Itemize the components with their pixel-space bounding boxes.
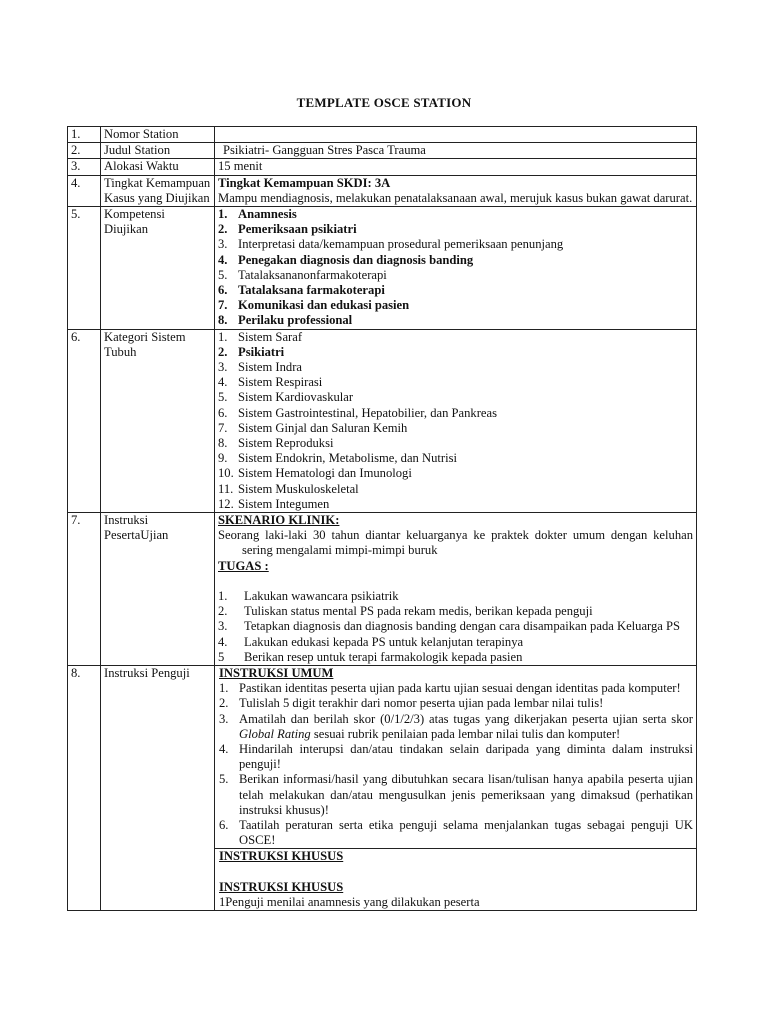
competency-item	[218, 222, 693, 237]
competency-item	[218, 298, 693, 313]
body-system-item	[218, 375, 693, 390]
osce-table	[67, 126, 697, 911]
tasks-heading: TUGAS :	[218, 558, 269, 573]
item-text: Sistem Saraf	[238, 329, 303, 344]
body-system-item	[218, 466, 693, 481]
row-number: 3.	[68, 159, 101, 175]
global-rating-term: Global Rating	[239, 726, 311, 741]
row-number: 4.	[68, 175, 101, 206]
body-system-item	[218, 451, 693, 466]
instruction-number: 2.	[219, 696, 229, 711]
competency-cell	[215, 207, 697, 330]
competency-item	[218, 283, 693, 298]
instruction-text: Taatilah peraturan serta etika penguji selama menjalankan tugas sebagai penguji UK OSCE!	[239, 817, 693, 848]
item-text: Sistem Endokrin, Metabolisme, dan Nutrisi	[238, 451, 457, 466]
competency-list	[218, 207, 693, 329]
instruction-number: 6.	[219, 817, 229, 832]
examiner-instruction-cell	[215, 665, 697, 910]
competency-item	[218, 253, 693, 268]
participant-instruction-cell	[215, 513, 697, 666]
item-text: Sistem Kardiovaskular	[238, 390, 354, 405]
item-number: 5.	[218, 390, 228, 405]
time-allocation: 15 menit	[215, 159, 697, 175]
station-title: Psikiatri- Gangguan Stres Pasca Trauma	[215, 143, 697, 159]
item-number: 10.	[218, 466, 234, 481]
table-row	[68, 513, 697, 666]
row-number: 2.	[68, 143, 101, 159]
skill-level-text: Mampu mendiagnosis, melakukan penatalaksanaan awal, merujuk kasus bukan gawat darurat.	[218, 190, 693, 205]
instruction-text: Pastikan identitas peserta ujian pada kartu ujian sesuai dengan identitas pada komputer!	[239, 681, 681, 696]
task-item	[218, 650, 693, 665]
body-system-item	[218, 482, 693, 497]
item-text: Sistem Respirasi	[238, 375, 323, 390]
task-text: Tuliskan status mental PS pada rekam medis, berikan kepada penguji	[244, 604, 593, 619]
item-text: Sistem Muskuloskeletal	[238, 481, 359, 496]
item-text: Tatalaksana farmakoterapi	[238, 283, 385, 298]
general-instruction-list	[219, 681, 693, 848]
scenario-heading: SKENARIO KLINIK:	[218, 513, 340, 528]
task-item	[218, 635, 693, 650]
item-number: 7.	[218, 420, 228, 435]
item-number: 4.	[218, 375, 228, 390]
instruction-number: 5.	[219, 772, 229, 787]
item-number: 4.	[218, 252, 228, 267]
item-number: 9.	[218, 451, 228, 466]
task-text: Lakukan wawancara psikiatrik	[244, 588, 399, 603]
table-row	[68, 143, 697, 159]
row-number: 7.	[68, 513, 101, 666]
instruction-text: Amatilah dan berilah skor (0/1/2/3) atas tugas yang dikerjakan peserta ujian serta skor Global Rating sesuai rubrik penilaian pada lembar nilai tulis dan komputer!	[239, 711, 693, 741]
item-text: Interpretasi data/kemampuan prosedural pemeriksaan penunjang	[238, 237, 564, 252]
body-system-item	[218, 497, 693, 512]
item-text: Sistem Reproduksi	[238, 436, 334, 451]
item-text: Sistem Hematologi dan Imunologi	[238, 466, 412, 481]
row-label: Instruksi Penguji	[101, 665, 215, 910]
item-number: 6.	[218, 283, 228, 298]
row-number: 8.	[68, 665, 101, 910]
table-row	[68, 127, 697, 143]
row-number: 6.	[68, 329, 101, 512]
item-number: 2.	[218, 344, 228, 359]
instruction-item	[219, 712, 693, 742]
task-item	[218, 619, 693, 634]
instruction-item	[219, 818, 693, 848]
item-number: 12.	[218, 496, 234, 511]
item-text: Pemeriksaan psikiatri	[238, 222, 357, 237]
competency-item	[218, 313, 693, 328]
item-text: Psikiatri	[238, 344, 285, 359]
instruction-text: Berikan informasi/hasil yang dibutuhkan secara lisan/tulisan hanya apabila peserta ujian telah melakukan dan/atau mengusulkan jenis pemeriksaan yang dimaksud (perhatikan instruksi khusus)!	[239, 772, 693, 817]
instruction-text: Hindarilah interupsi dan/atau tindakan selain daripada yang diminta dalam instruksi penguji!	[239, 741, 693, 772]
row-number: 5.	[68, 207, 101, 330]
item-text: Sistem Integumen	[238, 496, 330, 511]
body-system-item	[218, 390, 693, 405]
row-label: Alokasi Waktu	[101, 159, 215, 175]
item-text: Sistem Gastrointestinal, Hepatobilier, dan Pankreas	[238, 405, 498, 420]
skill-level-heading: Tingkat Kemampuan SKDI: 3A	[218, 175, 391, 190]
body-system-item	[218, 330, 693, 345]
body-system-cell	[215, 329, 697, 512]
task-item	[218, 589, 693, 604]
item-number: 3.	[218, 237, 228, 252]
table-row	[68, 175, 697, 206]
general-instruction-heading: INSTRUKSI UMUM	[219, 665, 334, 680]
competency-item	[218, 268, 693, 283]
item-number: 6.	[218, 405, 228, 420]
row-number: 1.	[68, 127, 101, 143]
row-label: Kategori Sistem Tubuh	[101, 329, 215, 512]
item-number: 1.	[218, 207, 228, 222]
item-number: 7.	[218, 298, 228, 313]
item-number: 8.	[218, 436, 228, 451]
body-system-item	[218, 436, 693, 451]
skill-level-cell	[215, 175, 697, 206]
row-label: Nomor Station	[101, 127, 215, 143]
row-value	[215, 127, 697, 143]
body-system-item	[218, 345, 693, 360]
task-number: 4.	[218, 634, 228, 649]
instruction-item	[219, 742, 693, 772]
body-system-item	[218, 406, 693, 421]
row-label: Instruksi PesertaUjian	[101, 513, 215, 666]
task-number: 3.	[218, 619, 228, 634]
task-list	[218, 589, 693, 665]
item-text: Anamnesis	[238, 207, 297, 222]
page-title: TEMPLATE OSCE STATION	[296, 95, 472, 110]
instruction-item	[219, 772, 693, 818]
instruction-item	[219, 681, 693, 696]
item-text: Tatalaksananonfarmakoterapi	[238, 267, 387, 282]
item-number: 2.	[218, 222, 228, 237]
task-item	[218, 604, 693, 619]
instruction-number: 4.	[219, 741, 229, 756]
row-label: Tingkat Kemampuan Kasus yang Diujikan	[101, 175, 215, 206]
table-row	[68, 329, 697, 512]
body-system-list	[218, 330, 693, 512]
task-text: Berikan resep untuk terapi farmakologik kepada pasien	[244, 649, 523, 664]
instruction-item	[219, 696, 693, 711]
scenario-text: Seorang laki-laki 30 tahun diantar keluarganya ke praktek dokter umum dengan keluhan sering mengalami mimpi-mimpi buruk	[218, 528, 693, 558]
special-instruction-text: 1Penguji menilai anamnesis yang dilakukan peserta	[219, 894, 480, 909]
item-text: Komunikasi dan edukasi pasien	[238, 298, 410, 313]
item-text: Sistem Indra	[238, 360, 303, 375]
task-text: Tetapkan diagnosis dan diagnosis banding dengan cara disampaikan pada Keluarga PS	[244, 619, 681, 634]
table-row	[68, 207, 697, 330]
task-number: 1.	[218, 588, 228, 603]
instruction-text: Tulislah 5 digit terakhir dari nomor peserta ujian pada lembar nilai tulis!	[239, 696, 604, 711]
task-number: 5	[218, 649, 225, 664]
special-instruction-heading: INSTRUKSI KHUSUS	[219, 879, 344, 894]
task-number: 2.	[218, 604, 228, 619]
task-text: Lakukan edukasi kepada PS untuk kelanjutan terapinya	[244, 634, 524, 649]
table-row	[68, 159, 697, 175]
row-label: Kompetensi Diujikan	[101, 207, 215, 330]
item-number: 5.	[218, 267, 228, 282]
item-text: Sistem Ginjal dan Saluran Kemih	[238, 420, 408, 435]
instruction-number: 3.	[219, 711, 229, 726]
body-system-item	[218, 360, 693, 375]
item-text: Penegakan diagnosis dan diagnosis banding	[238, 252, 474, 267]
item-text: Perilaku professional	[238, 313, 353, 328]
item-number: 11.	[218, 481, 234, 496]
row-label: Judul Station	[101, 143, 215, 159]
item-number: 8.	[218, 313, 228, 328]
competency-item	[218, 237, 693, 252]
table-row	[68, 665, 697, 910]
competency-item	[218, 207, 693, 222]
special-instruction-heading: INSTRUKSI KHUSUS	[219, 849, 344, 864]
instruction-number: 1.	[219, 681, 229, 696]
body-system-item	[218, 421, 693, 436]
item-number: 3.	[218, 360, 228, 375]
item-number: 1.	[218, 329, 228, 344]
